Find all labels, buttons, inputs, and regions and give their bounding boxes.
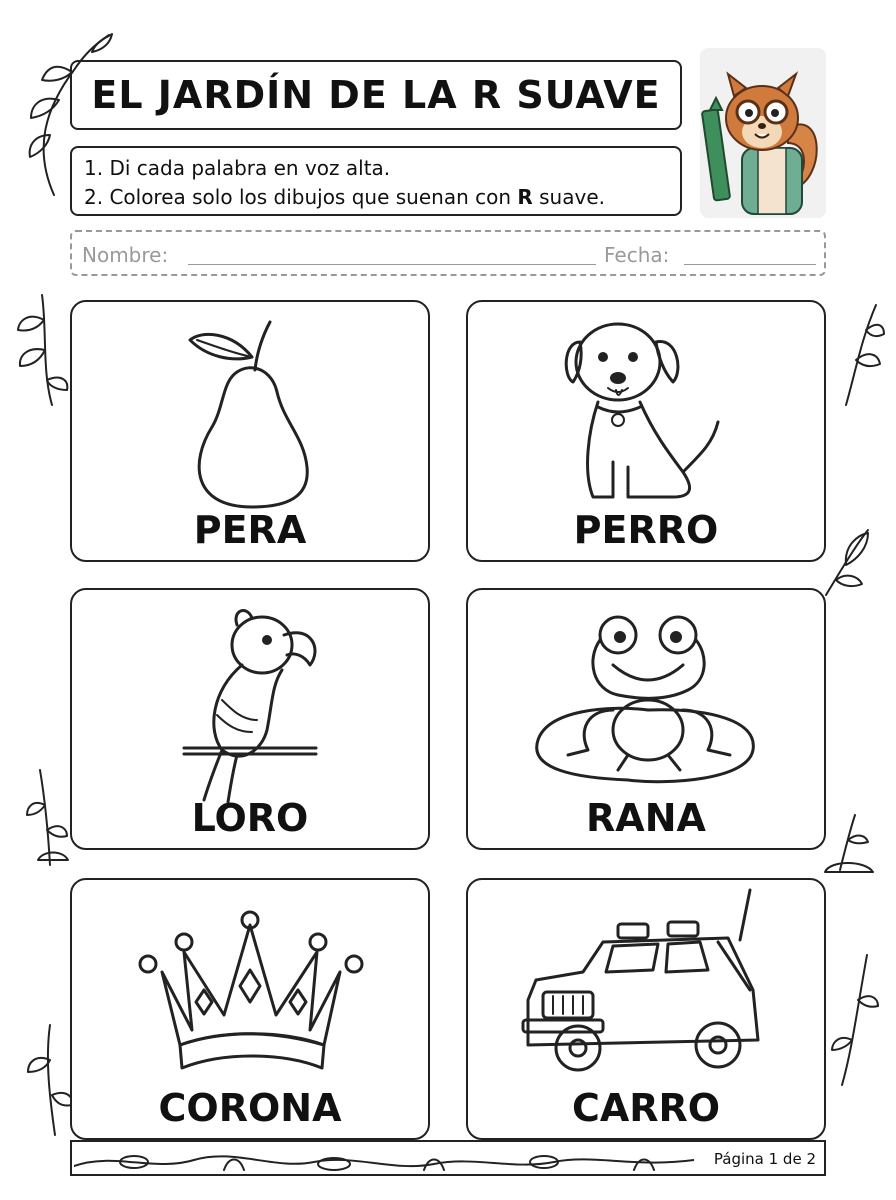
- vine-decoration-right: [826, 300, 886, 410]
- instruction-1: 1. Di cada palabra en voz alta.: [84, 156, 391, 180]
- card-carro[interactable]: [466, 878, 826, 1140]
- date-line[interactable]: [684, 264, 816, 265]
- card-word: PERRO: [573, 508, 719, 552]
- card-word: LORO: [191, 796, 309, 840]
- instruction-2-text: 2. Colorea solo los dibujos que suenan con: [84, 185, 518, 209]
- card-word: CORONA: [158, 1086, 342, 1130]
- card-loro[interactable]: [70, 588, 430, 850]
- card-pera[interactable]: [70, 300, 430, 562]
- vine-decoration-bottom-right: [822, 950, 882, 1090]
- card-perro[interactable]: [466, 300, 826, 562]
- plant-decoration-bottom-right: [820, 810, 880, 880]
- card-corona[interactable]: [70, 878, 430, 1140]
- page-title: EL JARDÍN DE LA R SUAVE: [91, 73, 661, 117]
- garden-border-decoration: [74, 1142, 694, 1174]
- instruction-2-bold: R: [517, 185, 533, 209]
- card-word: RANA: [586, 796, 706, 840]
- card-rana[interactable]: [466, 588, 826, 850]
- date-label: Fecha:: [604, 243, 670, 267]
- card-word: CARRO: [571, 1086, 721, 1130]
- page-number: Página 1 de 2: [713, 1150, 816, 1168]
- name-label: Nombre:: [82, 243, 169, 267]
- instructions-box: [70, 146, 682, 216]
- instruction-2: [84, 183, 680, 212]
- squirrel-mascot: [700, 48, 826, 218]
- title-box: [70, 60, 682, 130]
- name-line[interactable]: [188, 264, 596, 265]
- instruction-2-end: suave.: [532, 185, 605, 209]
- card-word: PERA: [193, 508, 307, 552]
- name-date-box: [70, 230, 826, 276]
- footer-bar: [70, 1140, 826, 1176]
- vine-decoration-left: [12, 290, 72, 410]
